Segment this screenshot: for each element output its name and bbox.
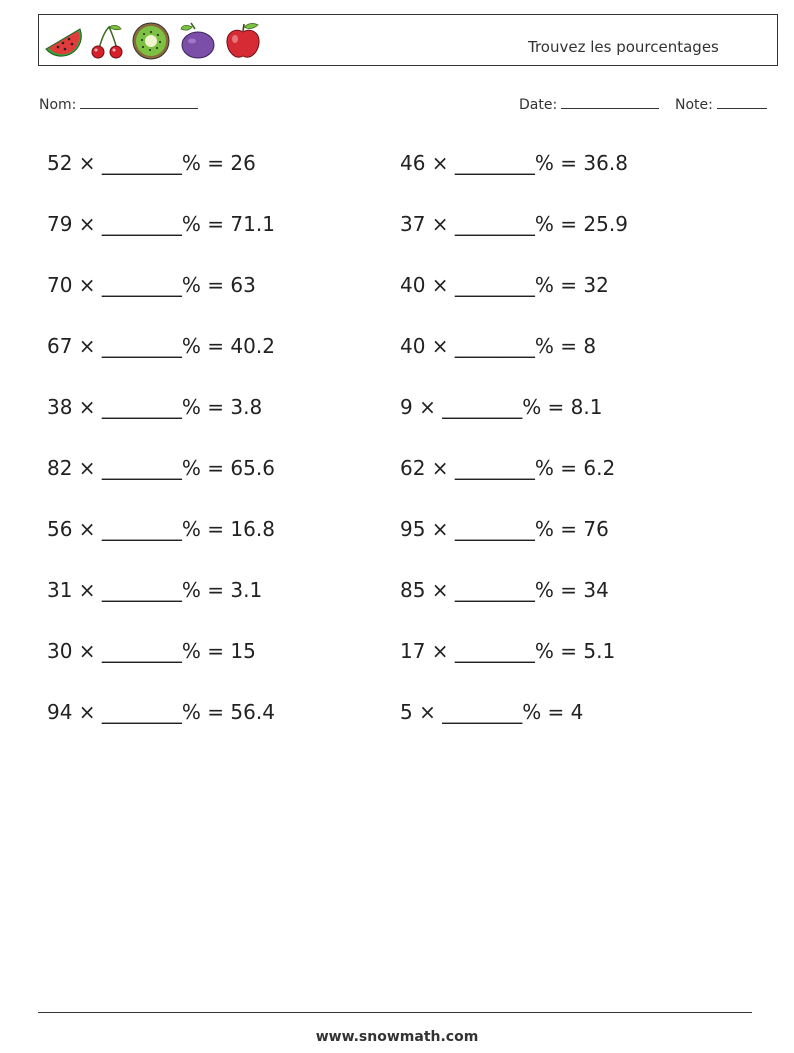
- problem-right-4: 40 × ________% = 8: [400, 334, 597, 358]
- name-field: [39, 94, 198, 113]
- problem-left-1: 52 × ________% = 26: [47, 151, 256, 175]
- problem-right-6: 62 × ________% = 6.2: [400, 456, 616, 480]
- problem-right-5: 9 × ________% = 8.1: [400, 395, 603, 419]
- apple-icon: [223, 21, 263, 61]
- problem-left-3: 70 × ________% = 63: [47, 273, 256, 297]
- note-field: [675, 94, 767, 113]
- watermelon-icon: [43, 21, 83, 61]
- kiwi-icon: [131, 21, 171, 61]
- date-blank[interactable]: [561, 94, 659, 109]
- problem-right-7: 95 × ________% = 76: [400, 517, 609, 541]
- worksheet-title: Trouvez les pourcentages: [528, 38, 719, 56]
- note-blank[interactable]: [717, 94, 767, 109]
- problem-right-1: 46 × ________% = 36.8: [400, 151, 628, 175]
- cherry-icon: [87, 21, 127, 61]
- date-field: [519, 94, 659, 113]
- problem-left-5: 38 × ________% = 3.8: [47, 395, 263, 419]
- name-blank[interactable]: [80, 94, 198, 109]
- problem-left-7: 56 × ________% = 16.8: [47, 517, 275, 541]
- problem-right-10: 5 × ________% = 4: [400, 700, 584, 724]
- problem-left-10: 94 × ________% = 56.4: [47, 700, 275, 724]
- footer-url: www.snowmath.com: [315, 1029, 479, 1045]
- problem-right-8: 85 × ________% = 34: [400, 578, 609, 602]
- note-label: Note:: [675, 97, 713, 113]
- problem-left-9: 30 × ________% = 15: [47, 639, 256, 663]
- problem-right-2: 37 × ________% = 25.9: [400, 212, 628, 236]
- name-label: Nom:: [39, 97, 77, 113]
- problem-left-8: 31 × ________% = 3.1: [47, 578, 263, 602]
- plum-icon: [177, 21, 217, 61]
- problem-right-3: 40 × ________% = 32: [400, 273, 609, 297]
- problem-left-2: 79 × ________% = 71.1: [47, 212, 275, 236]
- footer-divider: [38, 1012, 752, 1013]
- date-label: Date:: [519, 97, 558, 113]
- problem-left-6: 82 × ________% = 65.6: [47, 456, 275, 480]
- worksheet-header: [38, 14, 778, 66]
- problem-left-4: 67 × ________% = 40.2: [47, 334, 275, 358]
- problem-right-9: 17 × ________% = 5.1: [400, 639, 616, 663]
